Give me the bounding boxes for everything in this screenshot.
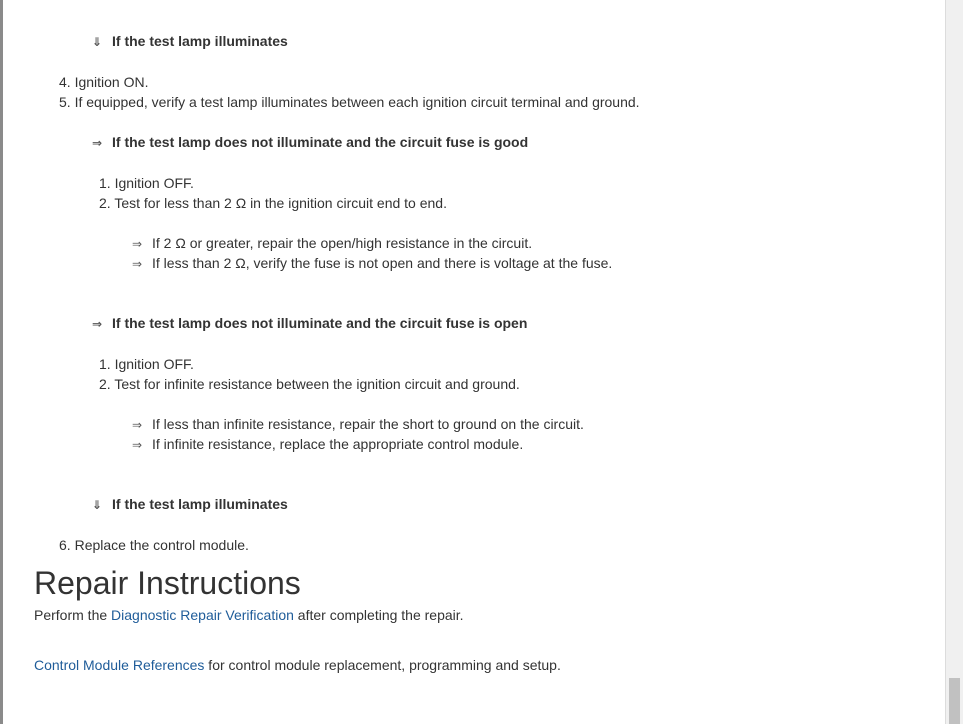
result-text: If less than 2 Ω, verify the fuse is not open and there is voltage at the fuse. xyxy=(152,255,613,271)
result-text: If the test lamp illuminates xyxy=(112,496,288,512)
result-text: If the test lamp illuminates xyxy=(112,33,288,49)
right-double-arrow-icon: ⇒ xyxy=(92,136,103,150)
branch-a-result-2 xyxy=(132,254,612,273)
repair-line-2 xyxy=(34,656,561,674)
branch-text: If the test lamp does not illuminate and the circuit fuse is good xyxy=(112,134,529,150)
document-page xyxy=(4,0,945,724)
window-border xyxy=(0,0,3,724)
step-number: 6. xyxy=(59,537,71,553)
branch-fuse-open xyxy=(92,314,527,333)
right-double-arrow-icon: ⇒ xyxy=(92,317,103,331)
repair-text: for control module replacement, programming and setup. xyxy=(204,657,561,673)
scrollbar-thumb[interactable] xyxy=(949,678,960,724)
step-5 xyxy=(59,93,640,111)
right-double-arrow-icon: ⇒ xyxy=(132,257,143,271)
right-double-arrow-icon: ⇒ xyxy=(132,418,143,432)
repair-instructions-heading: Repair Instructions xyxy=(34,565,301,601)
right-double-arrow-icon: ⇒ xyxy=(132,237,143,251)
step-6 xyxy=(59,536,249,554)
control-module-references-link[interactable]: Control Module References xyxy=(34,657,205,673)
substep-text: Test for infinite resistance between the ignition circuit and ground. xyxy=(114,376,520,392)
diagnostic-repair-verification-link[interactable]: Diagnostic Repair Verification xyxy=(111,607,294,623)
substep-text: Ignition OFF. xyxy=(114,175,194,191)
branch-text: If the test lamp does not illuminate and the circuit fuse is open xyxy=(112,315,528,331)
branch-a-substep-2 xyxy=(99,194,447,212)
branch-fuse-good xyxy=(92,133,528,152)
vertical-scrollbar[interactable] xyxy=(945,0,963,724)
step-text: If equipped, verify a test lamp illuminates between each ignition circuit terminal and ground. xyxy=(74,94,640,110)
substep-text: Ignition OFF. xyxy=(114,356,194,372)
branch-b-result-1 xyxy=(132,415,584,434)
branch-b-substep-2 xyxy=(99,375,520,393)
repair-text: after completing the repair. xyxy=(293,607,464,623)
result-illuminates-bottom xyxy=(92,495,288,514)
step-4 xyxy=(59,73,149,91)
branch-b-substep-1 xyxy=(99,355,194,373)
step-number: 4. xyxy=(59,74,71,90)
substep-number: 2. xyxy=(99,195,111,211)
right-double-arrow-icon: ⇒ xyxy=(132,438,143,452)
substep-number: 1. xyxy=(99,356,111,372)
down-arrow-icon: ⇓ xyxy=(92,35,103,49)
step-text: Ignition ON. xyxy=(74,74,149,90)
branch-a-result-1 xyxy=(132,234,532,253)
branch-b-result-2 xyxy=(132,435,523,454)
substep-number: 2. xyxy=(99,376,111,392)
result-text: If 2 Ω or greater, repair the open/high resistance in the circuit. xyxy=(152,235,533,251)
step-text: Replace the control module. xyxy=(74,537,249,553)
repair-text: Perform the xyxy=(34,607,112,623)
result-illuminates-top xyxy=(92,32,288,51)
result-text: If less than infinite resistance, repair the short to ground on the circuit. xyxy=(152,416,584,432)
branch-a-substep-1 xyxy=(99,174,194,192)
result-text: If infinite resistance, replace the appropriate control module. xyxy=(152,436,524,452)
down-arrow-icon: ⇓ xyxy=(92,498,103,512)
substep-number: 1. xyxy=(99,175,111,191)
repair-line-1 xyxy=(34,606,464,624)
substep-text: Test for less than 2 Ω in the ignition circuit end to end. xyxy=(114,195,447,211)
step-number: 5. xyxy=(59,94,71,110)
